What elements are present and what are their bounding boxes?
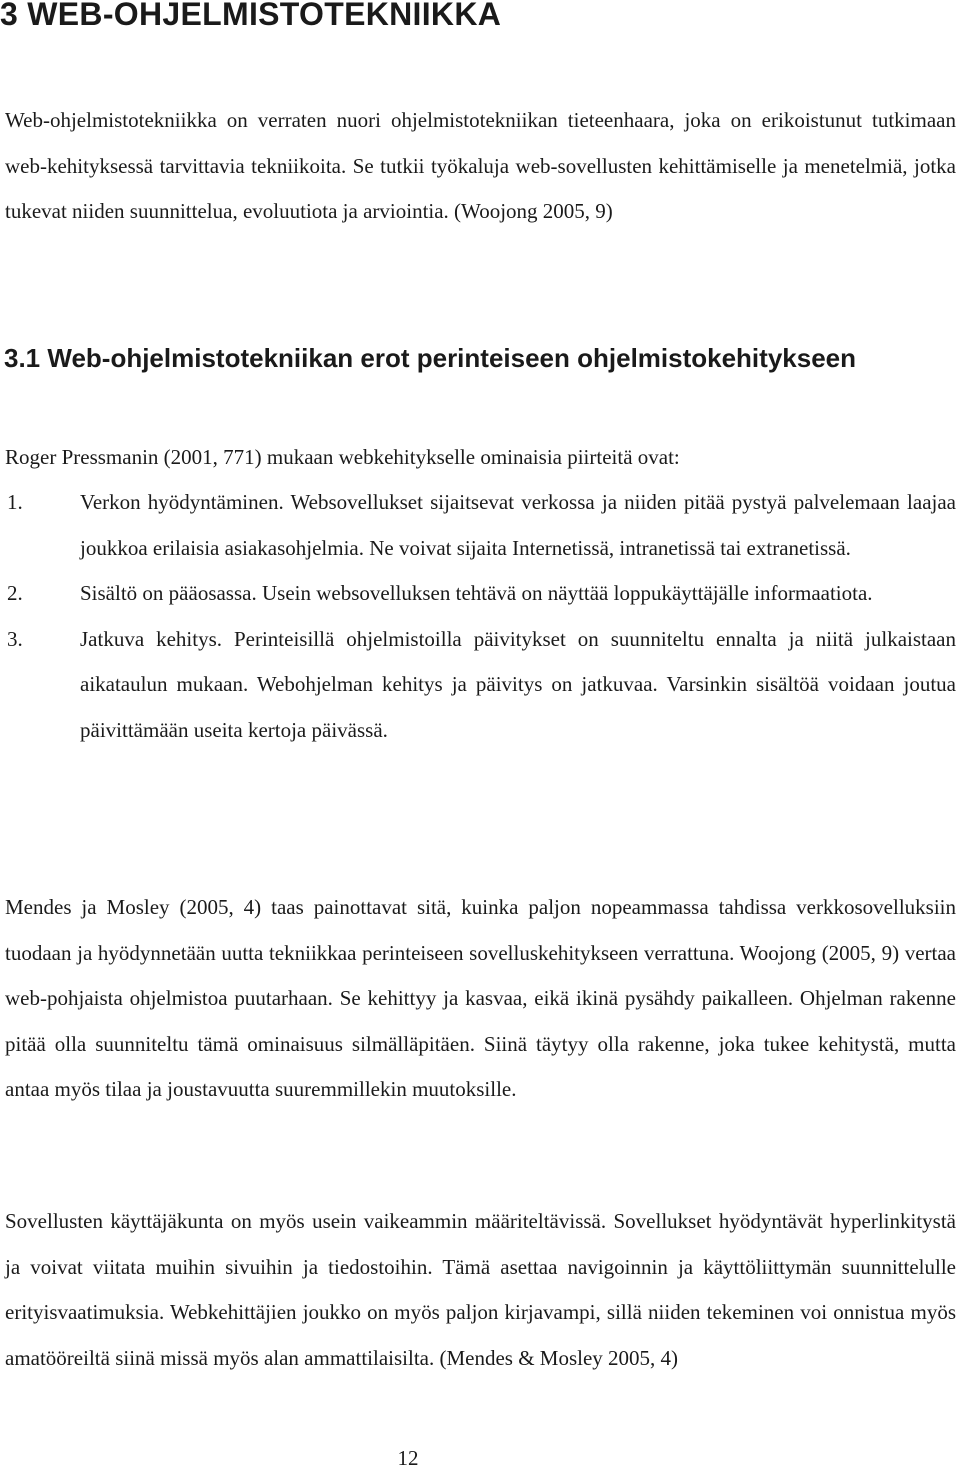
list-item-text: Jatkuva kehitys. Perinteisillä ohjelmistoilla päivitykset on suunniteltu ennalta ja niitä julkaistaan aikataulun mukaan. Webohjelman kehitys ja päivitys on jatkuvaa. Varsinkin sisältöä voidaan joutua päivittämään useita kertoja päivässä.: [80, 626, 956, 742]
feature-list: [5, 480, 956, 753]
list-item-text: Verkon hyödyntäminen. Websovellukset sijaitsevat verkossa ja niiden pitää pystyä palvelemaan laajaa joukkoa erilaisia asiakasohjelmia. Ne voivat sijaita Internetissä, intranetissä tai extranetissä.: [80, 490, 956, 560]
list-item-number: 3.: [7, 626, 23, 651]
list-item: [5, 480, 956, 571]
list-item: [5, 617, 956, 754]
list-intro-paragraph: Roger Pressmanin (2001, 771) mukaan webkehitykselle ominaisia piirteitä ovat:: [5, 445, 680, 469]
mendes-paragraph: Mendes ja Mosley (2005, 4) taas painottavat sitä, kuinka paljon nopeammassa tahdissa verkkosovelluksiin tuodaan ja hyödynnetään uutta tekniikkaa perinteiseen sovelluskehitykseen verrattuna. Woojong (2005, 9) vertaa web-pohjaista ohjelmistoa puutarhaan. Se kehittyy ja kasvaa, eikä ikinä pysähdy paikalleen. Ohjelman rakenne pitää olla suunniteltu tämä ominaisuus silmälläpitäen. Siinä täytyy olla rakenne, joka tukee kehitystä, mutta antaa myös tilaa ja joustavuutta suuremmillekin muutoksille.: [5, 895, 956, 1101]
list-item-number: 2.: [7, 581, 23, 605]
list-item-text: Sisältö on pääosassa. Usein websovelluksen tehtävä on näyttää loppukäyttäjälle informaatiota.: [80, 581, 873, 605]
intro-paragraph: Web-ohjelmistotekniikka on verraten nuori ohjelmistotekniikan tieteenhaara, joka on erikoistunut tutkimaan web-kehityksessä tarvittavia tekniikoita. Se tutkii työkaluja web-sovellusten kehittämiselle ja menetelmiä, jotka tukevat niiden suunnittelua, evoluutiota ja arviointia. (Woojong 2005, 9): [5, 108, 956, 223]
list-item: [5, 571, 956, 617]
users-paragraph: Sovellusten käyttäjäkunta on myös usein vaikeammin määriteltävissä. Sovellukset hyödyntävät hyperlinkitystä ja voivat viitata muihin sivuihin ja tiedostoihin. Tämä asettaa navigoinnin ja käyttöliittymän suunnittelulle erityisvaatimuksia. Webkehittäjien joukko on myös paljon kirjavampi, sillä niiden tekeminen voi onnistua myös amatööreiltä siinä missä myös alan ammattilaisilta. (Mendes & Mosley 2005, 4): [5, 1209, 956, 1370]
page-number: 12: [397, 1446, 419, 1470]
section-heading: 3.1 Web-ohjelmistotekniikan erot perinteiseen ohjelmistokehitykseen: [4, 343, 856, 373]
chapter-heading: 3 WEB-OHJELMISTOTEKNIIKKA: [0, 0, 502, 32]
list-item-number: 1.: [7, 490, 23, 514]
